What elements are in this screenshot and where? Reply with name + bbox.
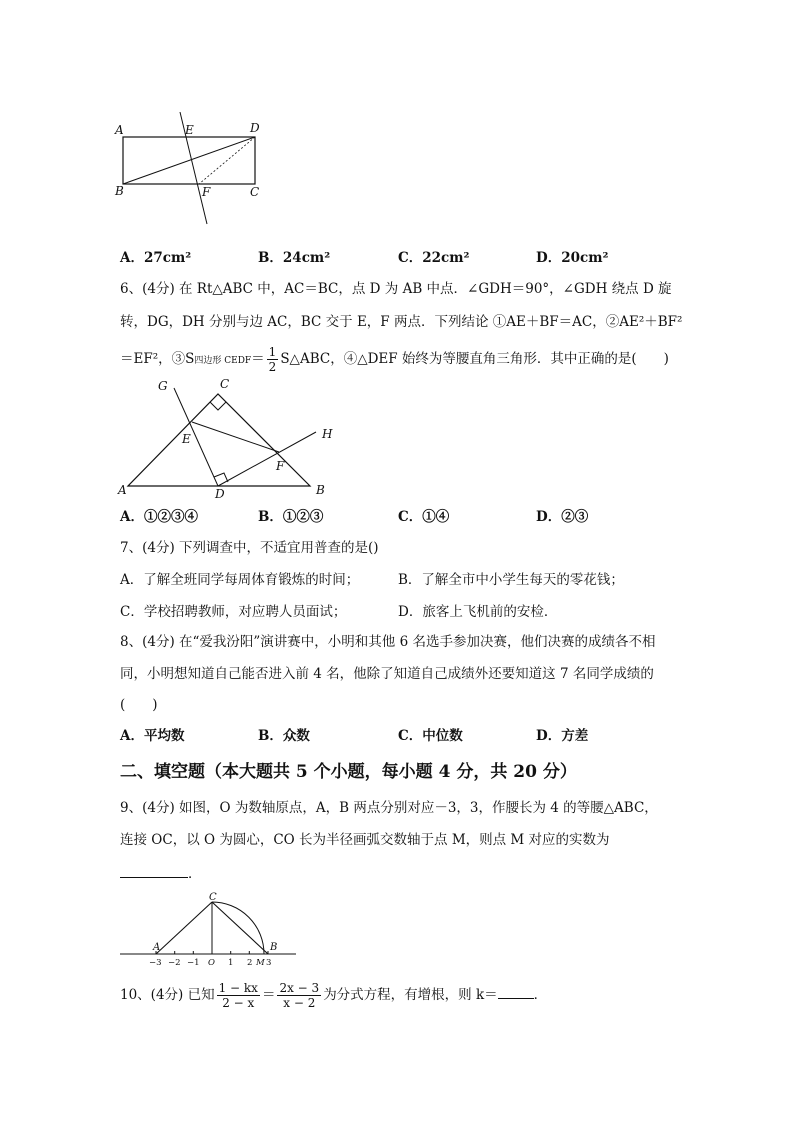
label-b: B — [115, 184, 124, 198]
q10-suffix: 为分式方程，有增根，则 k＝ — [323, 987, 498, 1003]
q10-line — [120, 978, 547, 1012]
q10-answer-blank[interactable] — [498, 998, 534, 999]
tick-label: 3 — [266, 958, 272, 968]
q10-prefix: 10、(4分) 已知 — [120, 987, 215, 1003]
label-c: C — [220, 377, 230, 391]
q5-option-b: B．24cm² — [258, 250, 331, 266]
label-a: A — [115, 123, 124, 137]
q9-figure — [118, 890, 298, 970]
line-ef — [192, 422, 279, 452]
q5-option-c: C．22cm² — [398, 250, 470, 266]
q6-option-d: D．②③ — [536, 509, 589, 525]
q7-stem: 7、(4分) 下列调查中，不适宜用普查的是() — [120, 540, 379, 556]
q9-line3-end: ． — [188, 866, 202, 882]
q6-line3 — [120, 345, 669, 375]
label-f: F — [202, 185, 211, 199]
tick-labels — [149, 958, 271, 968]
label-d: D — [250, 121, 260, 135]
right-angle-c — [210, 402, 226, 410]
q9-line2: 连接 OC，以 O 为圆心，CO 长为半径画弧交数轴于点 M，则点 M 对应的实数为 — [120, 832, 610, 848]
q6-option-a: A．①②③④ — [120, 509, 198, 525]
tick-label: 1 — [228, 958, 234, 968]
q6-figure — [110, 372, 350, 502]
label-b: B — [270, 942, 278, 953]
line-df — [199, 137, 255, 184]
q6-line3-sub: 四边形 CEDF — [194, 356, 252, 366]
tick-label: M — [256, 958, 265, 968]
q6-line1: 6、(4分) 在 Rt△ABC 中，AC＝BC，点 D 为 AB 中点．∠GDH＝90°，∠GDH 绕点 D 旋 — [120, 281, 672, 297]
label-c: C — [250, 185, 260, 199]
q8-option-a: A．平均数 — [120, 728, 185, 744]
q8-line2: 同，小明想知道自己能否进入前 4 名，他除了知道自己成绩外还要知道这 7 名同学成绩的 — [120, 666, 654, 682]
tick-label: 2 — [247, 958, 253, 968]
q10-end: ． — [533, 987, 548, 1003]
tick-label: −2 — [168, 958, 181, 968]
q7-option-b: B．了解全市中小学生每天的零花钱； — [398, 572, 624, 588]
line-bd — [123, 137, 255, 184]
q7-option-a: A．了解全班同学每周体育锻炼的时间； — [120, 572, 360, 588]
label-f: F — [276, 459, 285, 473]
q10-fraction-left: $\frac{1 - kx}{2 - x}$ — [218, 981, 258, 1010]
q8-option-d: D．方差 — [536, 728, 589, 744]
q8-option-c: C．中位数 — [398, 728, 463, 744]
label-g: G — [158, 379, 168, 393]
segment-ac — [156, 902, 212, 954]
q6-option-c: C．①④ — [398, 509, 450, 525]
section-title: 二、填空题（本大题共 5 个小题，每小题 4 分，共 20 分） — [120, 762, 577, 782]
q8-line3: ( ) — [120, 697, 158, 713]
label-a: A — [153, 942, 161, 953]
label-b: B — [316, 483, 325, 497]
q7-option-c: C．学校招聘教师，对应聘人员面试； — [120, 604, 347, 620]
q6-line2: 转，DG，DH 分别与边 AC，BC 交于 E，F 两点．下列结论 ①AE＋BF＝AC，②AE²＋BF² — [120, 314, 683, 330]
q8-option-b: B．众数 — [258, 728, 310, 744]
label-a: A — [118, 483, 127, 497]
q5-figure — [110, 112, 280, 232]
q10-fraction-right: $\frac{2x - 3}{x - 2}$ — [279, 981, 320, 1010]
label-h: H — [322, 427, 333, 441]
q7-option-d: D．旅客上飞机前的安检． — [398, 604, 558, 620]
q9-answer-blank[interactable] — [120, 877, 188, 878]
q8-line1: 8、(4分) 在“爱我汾阳”演讲赛中，小明和其他 6 名选手参加决赛，他们决赛的成绩各不相 — [120, 634, 656, 650]
label-e: E — [182, 432, 191, 446]
label-c: C — [209, 892, 217, 903]
label-d: D — [215, 487, 225, 501]
q6-option-b: B．①②③ — [258, 509, 324, 525]
q6-line3-eq: ＝ — [251, 351, 265, 367]
q6-line3-a: ＝EF²，③S — [120, 351, 195, 367]
tick-label: −1 — [187, 958, 200, 968]
tick-label: O — [208, 958, 215, 968]
q5-option-d: D．20cm² — [536, 250, 609, 266]
q9-line1: 9、(4分) 如图，O 为数轴原点，A，B 两点分别对应－3，3，作腰长为 4 的等腰△ABC， — [120, 800, 658, 816]
label-e: E — [185, 123, 194, 137]
tick-label: −3 — [149, 958, 162, 968]
q10-equals: ＝ — [261, 987, 276, 1003]
q5-option-a: A．27cm² — [120, 250, 192, 266]
q6-line3-b: S△ABC，④△DEF 始终为等腰直角三角形．其中正确的是( ) — [280, 351, 669, 367]
q6-fraction: $\frac{1}{2}$ — [268, 345, 277, 374]
q9-line3 — [120, 864, 202, 884]
